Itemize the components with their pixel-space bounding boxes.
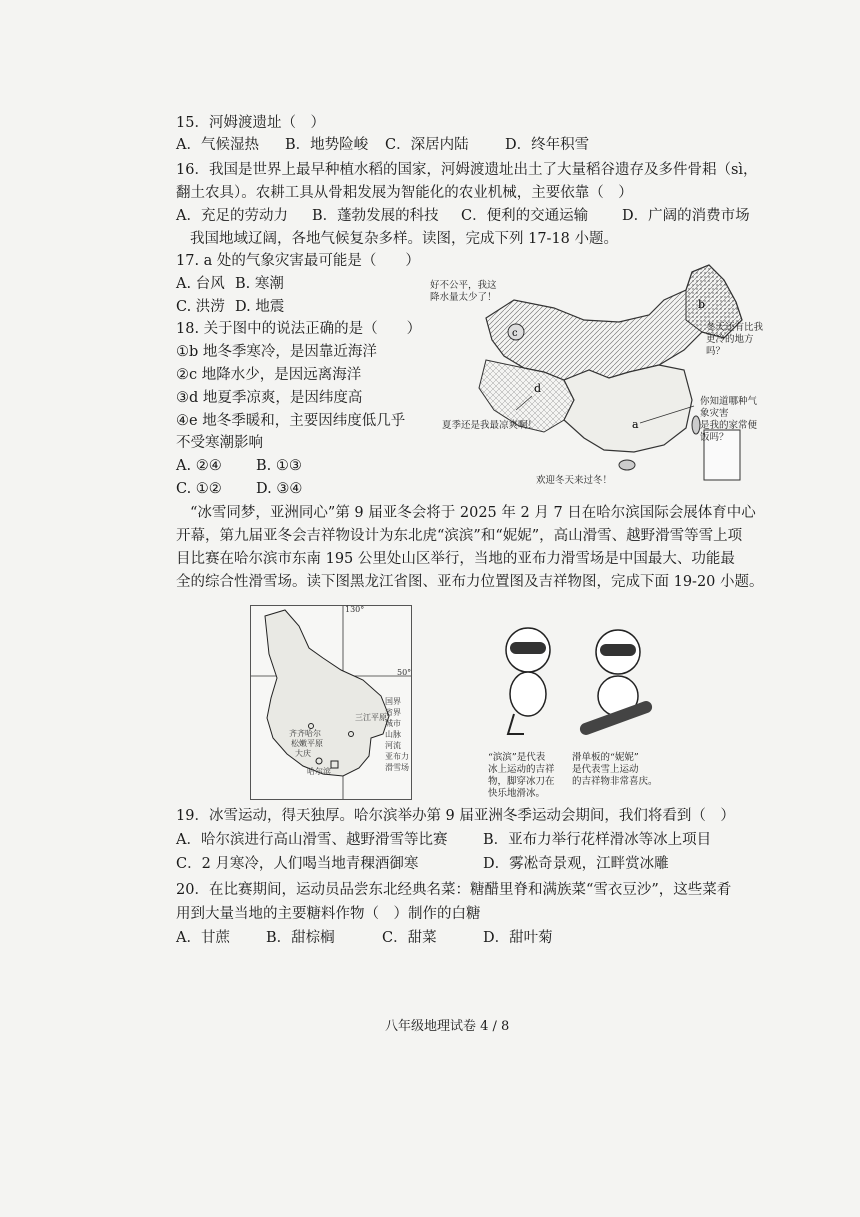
legend-yabuli: 亚布力滑雪场 [385,752,409,772]
south-china-region [564,365,692,452]
q20-option-a: A．甘蔗 [176,930,230,946]
q15-option-a: A．气候湿热 [176,137,259,153]
nini-caption: 滑单板的“妮妮” 是代表雪上运动 的吉祥物非常喜庆。 [572,752,658,787]
china-climate-map [424,260,764,490]
heilongjiang-map [250,605,412,800]
q18-item-1: ①b 地冬季寒冷，是因靠近海洋 [176,344,377,360]
q20-line1: 20．在比赛期间，运动员品尝东北经典名菜：糖醋里脊和满族菜“雪衣豆沙”，这些菜肴 [176,882,732,898]
q20-line2: 用到大量当地的主要糖料作物（ ）制作的白糖 [176,906,481,922]
callout-c: 好不公平，我这 降水量太少了！ [430,280,497,303]
mascot-nini [570,622,680,802]
q18-item-4: ④e 地冬季暖和，主要因纬度低几乎 [176,413,406,429]
callout-e: 欢迎冬天来过冬！ [536,475,613,486]
q17-option-c: C. 洪涝 [176,299,225,315]
legend-province: 省界 [385,708,401,717]
label-c: c [512,328,518,339]
q16-option-c: C．便利的交通运输 [461,208,589,224]
legend-city: 城市 [385,719,401,728]
place-qiqihar: 齐齐哈尔 [289,729,321,738]
q15-option-c: C．深居内陆 [385,137,469,153]
q19-option-b: B．亚布力举行花样滑冰等冰上项目 [483,832,712,848]
intro-19-line1: “冰雪同梦，亚洲同心”第 9 届亚冬会将于 2025 年 2 月 7 日在哈尔滨国际会展体育中心 [190,505,756,521]
q17-option-a: A. 台风 [176,276,225,292]
callout-b: 冬天还有比我 更冷的地方吗？ [706,322,764,357]
taiwan-island [692,416,700,434]
q15-stem: 15．河姆渡遗址（ ） [176,115,325,131]
lon-label: 130° [345,605,365,614]
q17-option-d: D. 地震 [235,299,285,315]
q19-option-d: D．雾凇奇景观，江畔赏冰雕 [483,856,669,872]
legend-border: 国界 [385,697,401,706]
callout-a: 你知道哪种气象灾害 是我的家常便饭吗？ [700,396,758,443]
binbin-figure [488,622,568,742]
q19-option-a: A．哈尔滨进行高山滑雪、越野滑雪等比赛 [176,832,448,848]
legend-river: 河流 [385,741,401,750]
q16-option-a: A．充足的劳动力 [176,208,288,224]
q19-option-c: C．2 月寒冷，人们喝当地青稞酒御寒 [176,856,419,872]
q18-item-4-cont: 不受寒潮影响 [176,435,263,451]
q18-option-a: A. ②④ [176,458,222,474]
province-outline [265,610,389,776]
q20-option-c: C．甜菜 [382,930,437,946]
place-sanjiang: 三江平原 [355,713,387,722]
place-harbin: 哈尔滨 [307,767,331,776]
q18-item-2: ②c 地降水少，是因远离海洋 [176,367,362,383]
q16-line1: 16．我国是世界上最早种植水稻的国家，河姆渡遗址出土了大量稻谷遗存及多件骨耜（sì， [176,162,758,178]
hainan-island [619,460,635,470]
q18-option-b: B. ①③ [256,458,302,474]
q18-item-3: ③d 地夏季凉爽，是因纬度高 [176,390,363,406]
q17-option-b: B. 寒潮 [235,276,284,292]
q18-option-c: C. ①② [176,481,222,497]
label-b: b [698,298,706,311]
binbin-caption: “滨滨”是代表 冰上运动的吉祥 物，脚穿冰刀在 快乐地滑冰。 [488,752,555,799]
q20-option-b: B．甜棕榈 [266,930,335,946]
q16-option-d: D．广阔的消费市场 [622,208,750,224]
q16-option-b: B．蓬勃发展的科技 [312,208,439,224]
q16-line2: 翻土农具）。农耕工具从骨耜发展为智能化的农业机械，主要依靠（ ） [176,185,633,201]
intro-19-line4: 全的综合性滑雪场。读下图黑龙江省图、亚布力位置图及吉祥物图，完成下面 19-20 小题。 [176,574,764,590]
label-a: a [632,418,639,431]
legend-mountain: 山脉 [385,730,401,739]
lat-label: 50° [397,668,412,677]
q18-stem: 18. 关于图中的说法正确的是（ ） [176,321,422,337]
intro-19-line2: 开幕，第九届亚冬会吉祥物设计为东北虎“滨滨”和“妮妮”，高山滑雪、越野滑雪等雪上项 [176,528,743,544]
place-daqing: 大庆 [295,749,311,758]
intro-17-18: 我国地域辽阔，各地气候复杂多样。读图，完成下列 17-18 小题。 [190,231,619,247]
q18-option-d: D. ③④ [256,481,303,497]
q15-option-d: D．终年积雪 [505,137,590,153]
page-footer: 八年级地理试卷 4 / 8 [385,1019,510,1034]
q15-option-b: B．地势险峻 [285,137,369,153]
q17-stem: 17. a 处的气象灾害最可能是（ ） [176,253,420,269]
nini-figure [570,622,660,742]
callout-d: 夏季还是我最凉爽啊！ [442,420,538,431]
intro-19-line3: 目比赛在哈尔滨市东南 195 公里处山区举行，当地的亚布力滑雪场是中国最大、功能最 [176,551,735,567]
place-songnen: 松嫩平原 [291,739,323,748]
map-legend [385,696,415,773]
q20-option-d: D．甜叶菊 [483,930,553,946]
label-d: d [534,382,542,395]
q19-stem: 19．冰雪运动，得天独厚。哈尔滨举办第 9 届亚洲冬季运动会期间，我们将看到（ ） [176,808,735,824]
